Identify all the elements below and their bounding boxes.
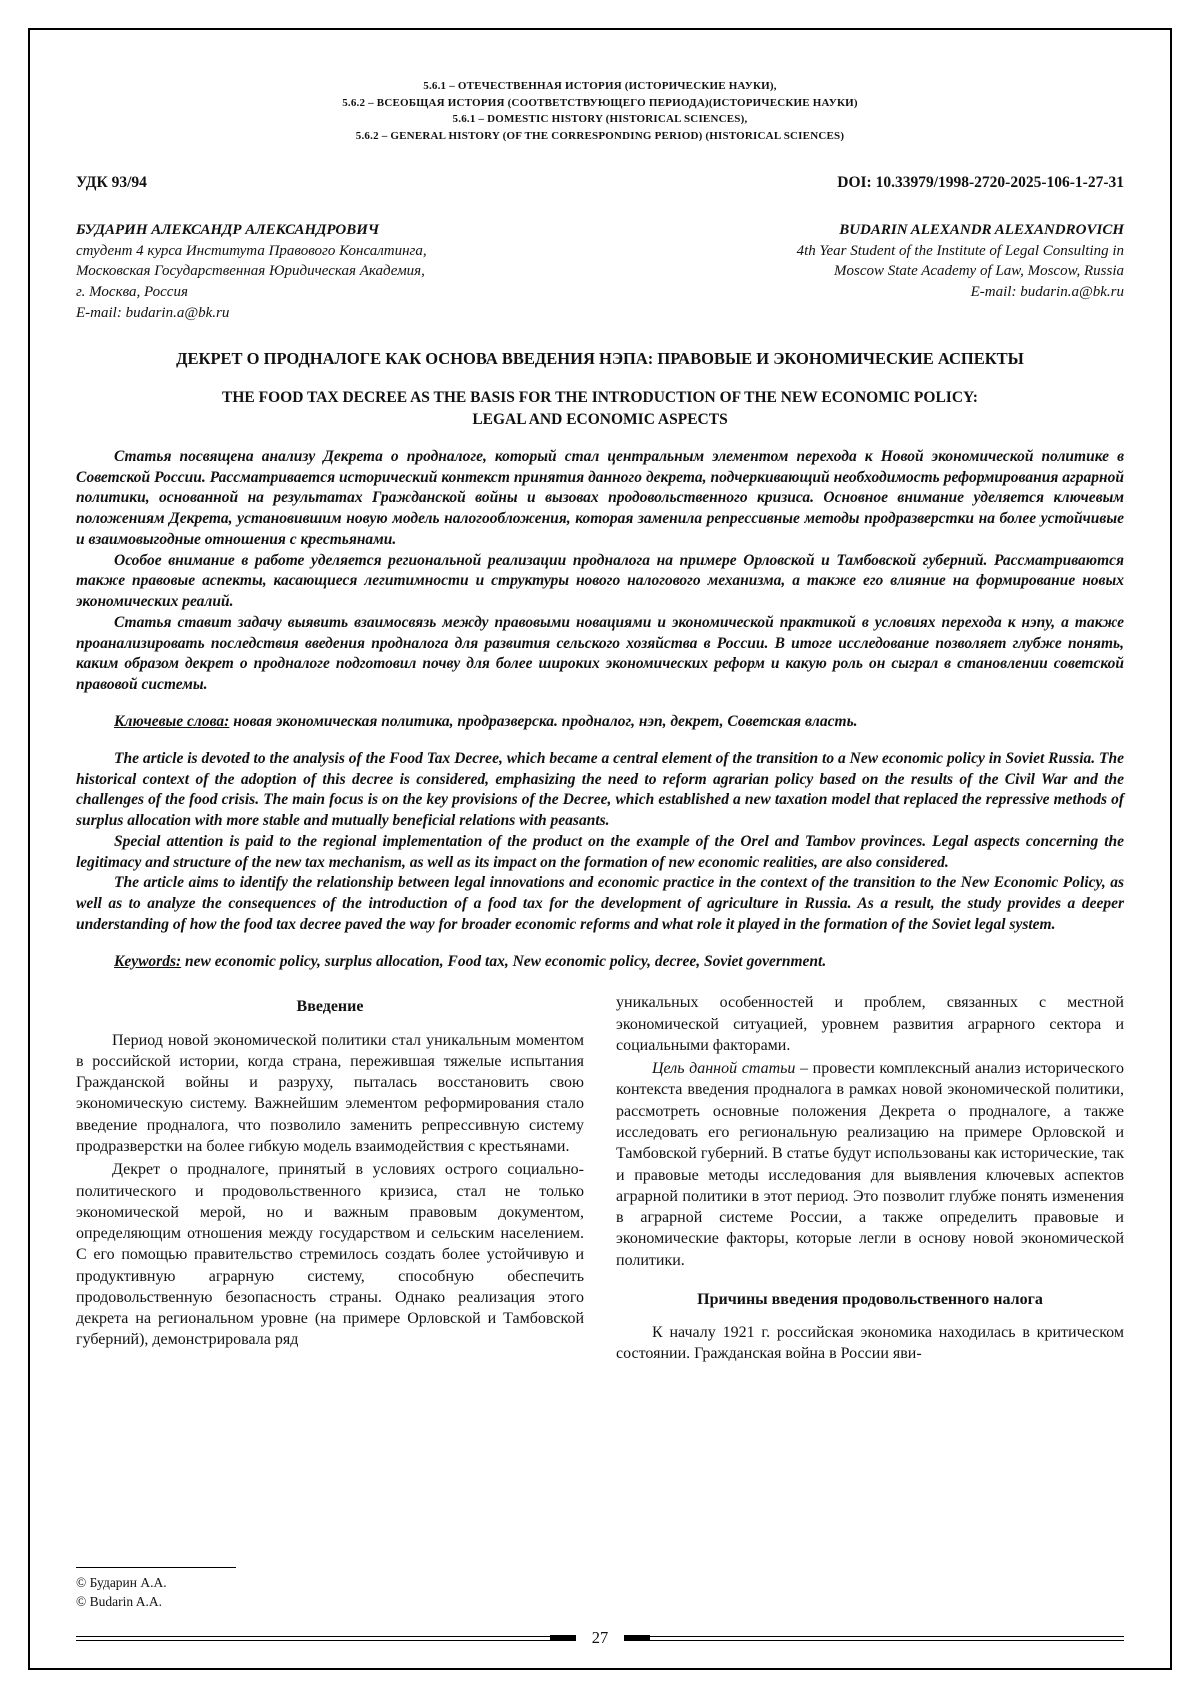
doi-code: DOI: 10.33979/1998-2720-2025-106-1-27-31 [837, 174, 1124, 191]
abstract-en [76, 749, 1124, 936]
section-heading-introduction: Введение [296, 998, 364, 1016]
body-column-right [616, 992, 1124, 1366]
body-paragraph: К началу 1921 г. российская экономика находилась в критическом состоянии. Гражданская война в России яви- [616, 1324, 1124, 1363]
author-email-ru: E-mail: budarin.a@bk.ru [76, 304, 230, 321]
goal-lead-phrase: Цель данной статьи [652, 1060, 796, 1078]
rubric-line-ru-2: 5.6.2 – ВСЕОБЩАЯ ИСТОРИЯ (СООТВЕТСТВУЮЩЕГО ПЕРИОДА)(ИСТОРИЧЕСКИЕ НАУКИ) [342, 96, 858, 109]
abstract-ru-paragraph: Статья посвящена анализу Декрета о продналоге, который стал центральным элементом перехода к Новой экономической политике в Советской России. Рассматривается исторический контекст принятия данного декрета, подчеркивающий необходимость реформирования аграрной политики, основанной на результатах Гражданской войны и вызовах продовольственного кризиса. Основное внимание уделяется ключевым положениям Декрета, установившим новую модель налогообложения, которая заменила репрессивные методы продразверстки на более устойчивые и взаимовыгодные отношения с крестьянами. [76, 447, 1124, 548]
article-title-en-line1: THE FOOD TAX DECREE AS THE BASIS FOR THE INTRODUCTION OF THE NEW ECONOMIC POLICY: [222, 389, 978, 407]
author-affiliation-ru-1: студент 4 курса Института Правового Консалтинга, [76, 242, 427, 259]
abstract-ru-paragraph: Особое внимание в работе уделяется региональной реализации продналога на примере Орловской и Тамбовской губерний. Рассматриваются также правовые аспекты, касающиеся легитимности и структуры нового налогового механизма, а также его влияние на формирование новых экономических реалий. [76, 551, 1124, 611]
keywords-ru [76, 712, 1124, 733]
rubric-line-en-2: 5.6.2 – GENERAL HISTORY (OF THE CORRESPONDING PERIOD) (HISTORICAL SCIENCES) [355, 129, 845, 142]
rubric-line-en-1: 5.6.1 – DOMESTIC HISTORY (HISTORICAL SCIENCES), [452, 113, 748, 125]
article-title-ru: ДЕКРЕТ О ПРОДНАЛОГЕ КАК ОСНОВА ВВЕДЕНИЯ НЭПА: ПРАВОВЫЕ И ЭКОНОМИЧЕСКИЕ АСПЕКТЫ [176, 349, 1024, 369]
keywords-ru-text: новая экономическая политика, продразверска. продналог, нэп, декрет, Советская власть. [229, 713, 858, 730]
abstract-en-paragraph: The article aims to identify the relationship between legal innovations and economic practice in the context of the transition to the New Economic Policy, as well as to analyze the consequences of the introduction of a food tax for the development of agriculture in Russia. As a result, the study provides a deeper understanding of how the food tax decree paved the way for broader economic reforms and what role it played in the formation of the Soviet legal system. [76, 874, 1124, 933]
article-title-en [76, 387, 1124, 430]
abstract-en-paragraph: Special attention is paid to the regional implementation of the product on the example of the Orel and Tambov provinces. Legal aspects concerning the legitimacy and structure of the new tax mechanism, as well as its impact on the formation of new economic realities, are also considered. [76, 832, 1124, 871]
page-number-decor-right [624, 1636, 1124, 1641]
body-paragraph-continuation: уникальных особенностей и проблем, связанных с местной экономической ситуацией, уровнем развития аграрного сектора и социальными факторами. [616, 994, 1124, 1054]
page-number: 27 [591, 1628, 609, 1647]
rubric-line-ru-1: 5.6.1 – ОТЕЧЕСТВЕННАЯ ИСТОРИЯ (ИСТОРИЧЕСКИЕ НАУКИ), [423, 80, 777, 92]
section-heading-reasons: Причины введения продовольственного налога [697, 1290, 1043, 1308]
article-title-en-line2: LEGAL AND ECONOMIC ASPECTS [472, 411, 728, 429]
keywords-en-label: Keywords: [114, 952, 182, 970]
keywords-en [76, 952, 1124, 973]
body-paragraph: Период новой экономической политики стал уникальным моментом в российской истории, когда страна, пережившая тяжелые испытания Гражданской войны и разруху, пыталась восстановить свою экономическую систему. Важнейшим элементом реформирования стало введение продналога, что позволило заменить репрессивную систему продразверстки на более гибкую модель взаимодействия с крестьянами. [76, 1031, 584, 1156]
keywords-en-text: new economic policy, surplus allocation, Food tax, New economic policy, decree, Soviet government. [181, 952, 827, 970]
body-paragraph-goal [616, 1058, 1124, 1271]
goal-rest-text: – провести комплексный анализ исторического контекста введения продналога в рамках новой экономической политики, рассмотреть основные положения Декрета о продналоге, а также исследовать его региональную реализацию на примере Орловской и Тамбовской губерний. В статье будут использованы как исторические, так и правовые методы исследования для выявления ключевых аспектов аграрной политики в этот период. Это позволит глубже понять изменения в аграрной системе России, а также определить правовые и экономические факторы, которые легли в основу новой экономической политики. [616, 1060, 1125, 1269]
keywords-ru-label: Ключевые слова: [114, 713, 230, 730]
author-block-ru [76, 220, 590, 323]
copyright-ru: © Бударин А.А. [76, 1574, 167, 1590]
rubric-header [76, 78, 1124, 144]
author-name-en: BUDARIN ALEXANDR ALEXANDROVICH [839, 222, 1124, 238]
author-location-ru: г. Москва, Россия [76, 284, 188, 301]
author-block-en [610, 220, 1124, 323]
abstract-en-paragraph: The article is devoted to the analysis of the Food Tax Decree, which became a central element of the transition to a New economic policy in Soviet Russia. The historical context of the adoption of this decree is considered, emphasizing the need to reform agrarian policy based on the results of the Civil War and the challenges of the food crisis. The main focus is on the key provisions of the Decree, which established a new taxation model that replaced the repressive methods of surplus allocation with more stable and mutually beneficial relations with peasants. [76, 749, 1124, 830]
body-column-left [76, 992, 584, 1366]
abstract-ru [76, 447, 1124, 696]
author-affiliation-en-1: 4th Year Student of the Institute of Legal Consulting in [796, 242, 1124, 259]
meta-row [76, 174, 1124, 192]
page-number-decor-left [76, 1636, 576, 1641]
author-email-en: E-mail: budarin.a@bk.ru [970, 284, 1124, 301]
copyright-en: © Budarin A.A. [76, 1594, 163, 1610]
page-footer [76, 1567, 1124, 1648]
footnote-separator [76, 1567, 236, 1568]
udk-code: УДК 93/94 [76, 174, 147, 191]
abstract-ru-paragraph: Статья ставит задачу выявить взаимосвязь между правовыми новациями и экономической практикой в условиях перехода к нэпу, а также проанализировать последствия введения продналога для развития сельского хозяйства в России. В итоге исследование позволяет глубже понять, каким образом декрет о продналоге подготовил почву для более широких экономических реформ и какую роль он сыграл в становлении советской правовой системы. [76, 613, 1124, 694]
page-number-row [76, 1628, 1124, 1648]
author-affiliation-en-2: Moscow State Academy of Law, Moscow, Russia [834, 263, 1124, 280]
article-page [28, 28, 1172, 1670]
body-columns [76, 992, 1124, 1366]
author-name-ru: БУДАРИН АЛЕКСАНДР АЛЕКСАНДРОВИЧ [76, 222, 380, 238]
authors-block [76, 220, 1124, 323]
author-affiliation-ru-2: Московская Государственная Юридическая Академия, [76, 263, 425, 280]
body-paragraph: Декрет о продналоге, принятый в условиях острого социально-политического и продовольственного кризиса, стал не только экономической мерой, но и важным правовым документом, определяющим отношения между государством и сельским населением. С его помощью правительство стремилось создать более устойчивую и продуктивную аграрную систему, способную обеспечить продовольственную безопасность страны. Однако реализация этого декрета на региональном уровне (на примере Орловской и Тамбовской губерний), демонстрировала ряд [76, 1161, 584, 1349]
